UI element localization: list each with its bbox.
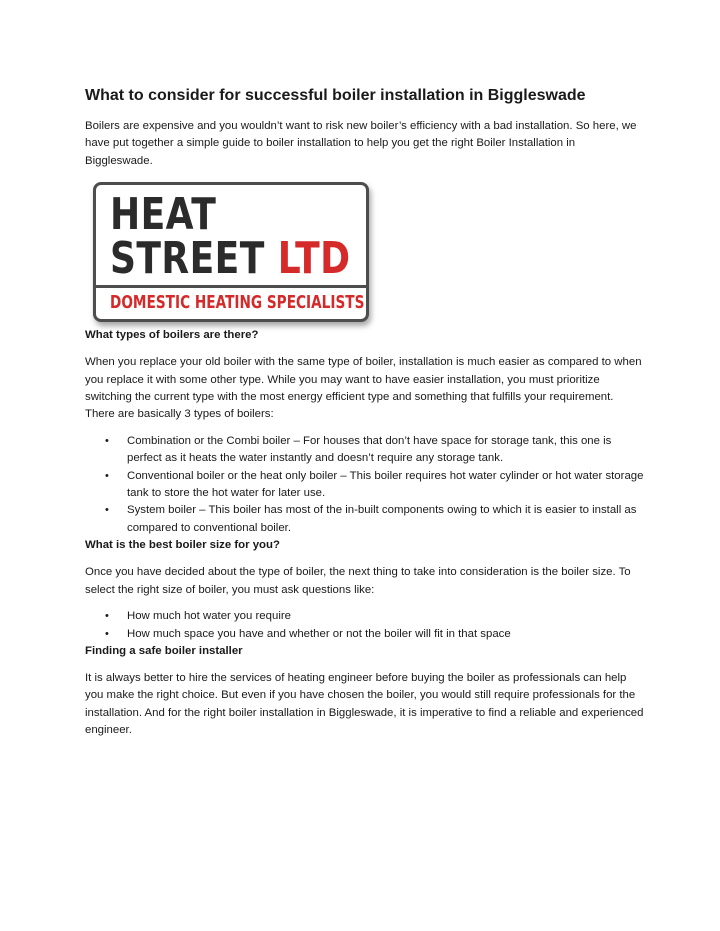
company-logo	[93, 182, 373, 327]
document-page	[85, 84, 645, 740]
logo-word-street: STREET	[110, 233, 265, 285]
section-paragraph-boiler-types: When you replace your old boiler with the same type of boiler, installation is much easier as compared to when you replace it with some other type. While you may want to have easier installation, you must prioritize switching the current type with the most energy efficient type and something that fulfills your requirement. There are basically 3 types of boilers:	[85, 356, 642, 421]
section-heading-boiler-size: What is the best boiler size for you?	[85, 539, 280, 552]
bullet-list-boiler-size	[85, 608, 645, 643]
list-item: • Conventional boiler or the heat only boiler – This boiler requires hot water cylinder or hot water storage tank to store the hot water for later use.	[105, 469, 644, 500]
logo-sign	[93, 182, 369, 322]
intro-paragraph: Boilers are expensive and you wouldn’t want to risk new boiler’s efficiency with a bad installation. So here, we have put together a simple guide to boiler installation to help you get the right Boiler Installation in Biggleswade.	[85, 120, 637, 167]
bullet-icon: •	[105, 627, 109, 640]
bullet-icon: •	[105, 434, 109, 447]
list-item: • How much hot water you require	[85, 608, 645, 625]
list-item: • How much space you have and whether or not the boiler will fit in that space	[85, 626, 645, 643]
section-heading-boiler-types: What types of boilers are there?	[85, 329, 259, 342]
logo-line-street	[110, 233, 351, 285]
logo-word-heat: HEAT	[110, 189, 217, 241]
list-item: • Combination or the Combi boiler – For houses that don’t have space for storage tank, this one is perfect as it heats the water instantly and doesn’t require any storage tank.	[105, 434, 612, 465]
list-item: • System boiler – This boiler has most of the in-built components owing to which it is easier to install as compared to conventional boiler.	[105, 504, 637, 534]
section-heading-installer: Finding a safe boiler installer	[85, 644, 243, 657]
bullet-icon: •	[105, 610, 109, 623]
section-paragraph-boiler-size: Once you have decided about the type of boiler, the next thing to take into consideration is the boiler size. To select the right size of boiler, you must ask questions like:	[85, 566, 631, 596]
bullet-icon: •	[105, 469, 109, 482]
logo-word-ltd: LTD	[277, 233, 351, 285]
logo-tagline: DOMESTIC HEATING SPECIALISTS	[110, 293, 365, 314]
document-title: What to consider for successful boiler installation in Biggleswade	[85, 87, 586, 104]
bullet-icon: •	[105, 504, 109, 517]
bullet-list-boiler-types	[85, 433, 645, 537]
logo-divider	[96, 285, 366, 288]
section-paragraph-installer: It is always better to hire the services of heating engineer before buying the boiler as professionals can help you make the right choice. But even if you have chosen the boiler, you would still require professionals for the installation. And for the right boiler installation in Biggleswade, it is imperative to find a reliable and experienced engineer.	[85, 671, 644, 737]
